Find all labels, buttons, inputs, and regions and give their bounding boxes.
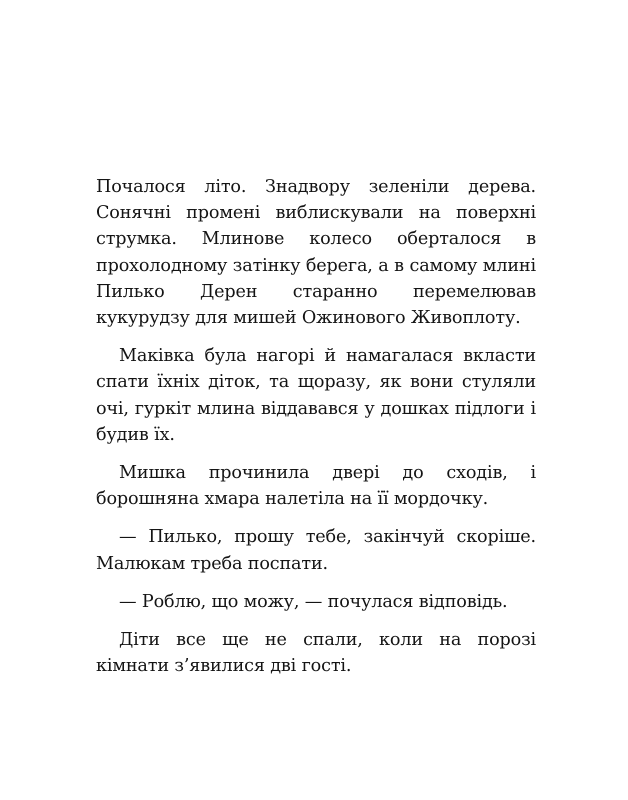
story-text	[96, 174, 536, 691]
paragraph-guests: Діти все ще не спали, коли на порозі кімнати з’явилися дві гості.	[96, 630, 536, 677]
paragraph-summer: Почалося літо. Знадвору зеленіли дерева. Сонячні промені виблискували на поверхні струмка. Млинове колесо оберталося в прохолодному затінку берега, а в самому млині Пилько Дерен старанно перемелював кукурудзу для мишей Ожинового Живоплоту.	[96, 177, 536, 329]
paragraph-dialogue-request: — Пилько, прошу тебе, закінчуй скоріше. Малюкам треба поспати.	[96, 527, 536, 574]
paragraph-dialogue-reply: — Роблю, що можу, — почулася відповідь.	[119, 591, 508, 612]
paragraph-mouse-door: Мишка прочинила двері до сходів, і борошняна хмара налетіла на її мордочку.	[96, 463, 536, 510]
paragraph-makivka: Маківка була нагорі й намагалася вкласти спати їхніх діток, та щоразу, як вони стуляли очі, гуркіт млина віддавався у дошках підлоги і будив їх.	[96, 346, 536, 445]
